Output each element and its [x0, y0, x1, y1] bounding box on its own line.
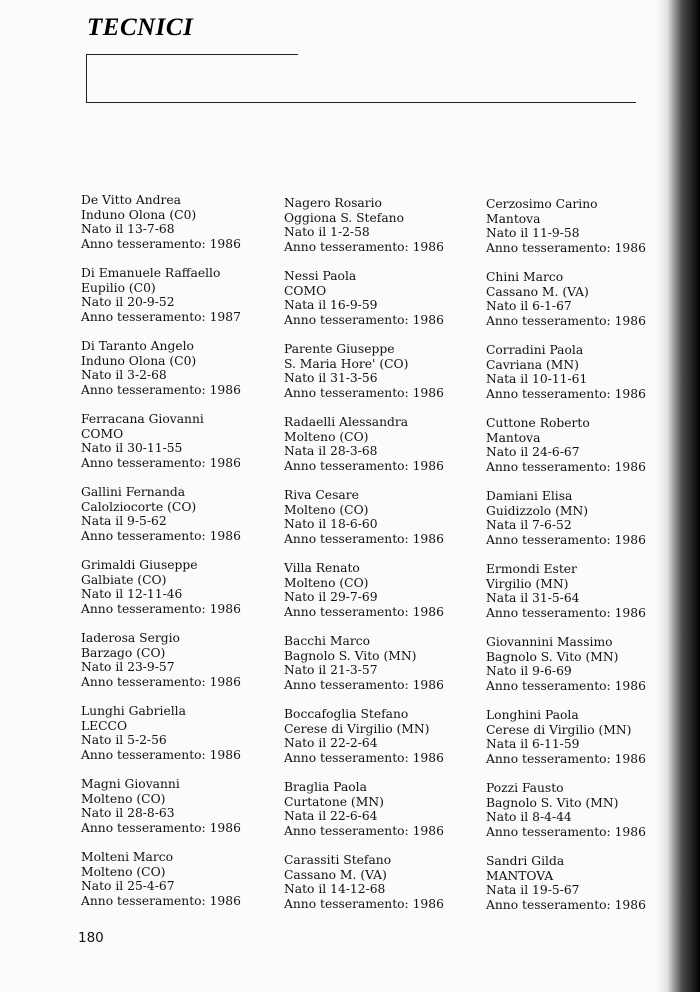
- entry-place: Molteno (CO): [81, 864, 166, 879]
- person-entry: [284, 342, 444, 400]
- person-entry: [486, 416, 646, 474]
- entry-year: Anno tesseramento: 1986: [81, 528, 241, 543]
- entry-birth: Nato il 12-11-46: [81, 587, 183, 602]
- entry-birth: Nato il 1-2-58: [284, 225, 370, 240]
- entry-birth: Nato il 8-4-44: [486, 810, 572, 825]
- entry-year: Anno tesseramento: 1986: [284, 823, 444, 838]
- entry-place: Mantova: [486, 211, 541, 226]
- entry-name: Sandri Gilda: [486, 854, 565, 868]
- entry-year: Anno tesseramento: 1986: [81, 455, 241, 470]
- entry-year: Anno tesseramento: 1986: [486, 824, 646, 839]
- person-entry: [486, 270, 646, 328]
- entry-birth: Nato il 22-2-64: [284, 736, 378, 751]
- entry-birth: Nata il 9-5-62: [81, 514, 167, 529]
- entry-place: Bagnolo S. Vito (MN): [486, 795, 619, 810]
- entry-birth: Nata il 19-5-67: [486, 883, 580, 898]
- entry-name: Pozzi Fausto: [486, 781, 564, 795]
- person-entry: [284, 780, 444, 838]
- page-number: 180: [78, 930, 104, 946]
- entry-place: Molteno (CO): [284, 429, 369, 444]
- entry-birth: Nata il 10-11-61: [486, 372, 588, 387]
- entry-place: Induno Olona (C0): [81, 207, 197, 222]
- entry-place: Cerese di Virgilio (MN): [284, 721, 430, 736]
- entry-place: Molteno (CO): [284, 502, 369, 517]
- person-entry: [284, 488, 444, 546]
- entry-place: Virgilio (MN): [486, 576, 569, 591]
- entry-year: Anno tesseramento: 1986: [81, 893, 241, 908]
- entry-year: Anno tesseramento: 1986: [486, 751, 646, 766]
- entry-year: Anno tesseramento: 1986: [81, 601, 241, 616]
- entry-year: Anno tesseramento: 1987: [81, 309, 241, 324]
- person-entry: [486, 562, 646, 620]
- person-entry: [486, 489, 646, 547]
- entry-name: Radaelli Alessandra: [284, 415, 409, 429]
- entry-year: Anno tesseramento: 1986: [81, 674, 241, 689]
- entry-birth: Nata il 16-9-59: [284, 298, 378, 313]
- entry-name: Parente Giuseppe: [284, 342, 395, 356]
- entry-year: Anno tesseramento: 1986: [284, 385, 444, 400]
- entry-birth: Nato il 28-8-63: [81, 806, 175, 821]
- entry-name: Boccafoglia Stefano: [284, 707, 409, 721]
- entry-place: Bagnolo S. Vito (MN): [284, 648, 417, 663]
- entry-birth: Nato il 3-2-68: [81, 368, 167, 383]
- entry-birth: Nato il 11-9-58: [486, 226, 580, 241]
- entry-place: Cerese di Virgilio (MN): [486, 722, 632, 737]
- person-entry: [486, 343, 646, 401]
- person-entry: [284, 415, 444, 473]
- person-entry: [81, 850, 241, 908]
- entry-birth: Nato il 9-6-69: [486, 664, 572, 679]
- person-entry: [486, 708, 646, 766]
- entry-place: Oggiona S. Stefano: [284, 210, 404, 225]
- entry-place: Mantova: [486, 430, 541, 445]
- entry-year: Anno tesseramento: 1986: [486, 532, 646, 547]
- entry-birth: Nato il 29-7-69: [284, 590, 378, 605]
- person-entry: [81, 339, 241, 397]
- entry-birth: Nato il 31-3-56: [284, 371, 378, 386]
- entry-place: Calolziocorte (CO): [81, 499, 197, 514]
- entry-birth: Nato il 21-3-57: [284, 663, 378, 678]
- entry-name: Lunghi Gabriella: [81, 704, 186, 718]
- entry-birth: Nato il 23-9-57: [81, 660, 175, 675]
- person-entry: [284, 269, 444, 327]
- entry-year: Anno tesseramento: 1986: [284, 896, 444, 911]
- entry-year: Anno tesseramento: 1986: [81, 382, 241, 397]
- entry-name: Braglia Paola: [284, 780, 367, 794]
- entry-year: Anno tesseramento: 1986: [486, 897, 646, 912]
- person-entry: [81, 704, 241, 762]
- person-entry: [486, 197, 646, 255]
- entry-year: Anno tesseramento: 1986: [486, 313, 646, 328]
- entry-year: Anno tesseramento: 1986: [486, 678, 646, 693]
- person-entry: [81, 485, 241, 543]
- entry-year: Anno tesseramento: 1986: [284, 604, 444, 619]
- entry-name: Cerzosimo Carino: [486, 197, 598, 211]
- person-entry: [284, 853, 444, 911]
- entry-birth: Nata il 6-11-59: [486, 737, 580, 752]
- entry-place: Galbiate (CO): [81, 572, 167, 587]
- entry-name: Corradini Paola: [486, 343, 584, 357]
- entry-place: Barzago (CO): [81, 645, 166, 660]
- person-entry: [284, 707, 444, 765]
- person-entry: [81, 412, 241, 470]
- person-entry: [81, 558, 241, 616]
- entry-place: COMO: [81, 426, 124, 441]
- entry-name: Chini Marco: [486, 270, 564, 284]
- entry-year: Anno tesseramento: 1986: [81, 747, 241, 762]
- entry-birth: Nato il 13-7-68: [81, 222, 175, 237]
- entry-place: Cavriana (MN): [486, 357, 579, 372]
- entry-name: Grimaldi Giuseppe: [81, 558, 198, 572]
- entry-birth: Nato il 18-6-60: [284, 517, 378, 532]
- entry-birth: Nata il 22-6-64: [284, 809, 378, 824]
- person-entry: [81, 193, 241, 251]
- entry-place: Curtatone (MN): [284, 794, 384, 809]
- entry-name: Nessi Paola: [284, 269, 357, 283]
- person-entry: [81, 631, 241, 689]
- entry-year: Anno tesseramento: 1986: [81, 236, 241, 251]
- book-spine-shadow: [656, 0, 700, 992]
- frame-bottom-rule: [86, 102, 636, 103]
- person-entry: [284, 561, 444, 619]
- entry-year: Anno tesseramento: 1986: [486, 459, 646, 474]
- entry-name: Riva Cesare: [284, 488, 359, 502]
- entry-name: De Vitto Andrea: [81, 193, 181, 207]
- entry-birth: Nato il 14-12-68: [284, 882, 386, 897]
- entry-name: Magni Giovanni: [81, 777, 180, 791]
- person-entry: [81, 777, 241, 835]
- entry-name: Villa Renato: [284, 561, 360, 575]
- person-entry: [284, 196, 444, 254]
- entry-name: Molteni Marco: [81, 850, 173, 864]
- entry-name: Gallini Fernanda: [81, 485, 186, 499]
- entry-place: LECCO: [81, 718, 128, 733]
- person-entry: [486, 781, 646, 839]
- entry-name: Ferracana Giovanni: [81, 412, 204, 426]
- entry-name: Iaderosa Sergio: [81, 631, 180, 645]
- entry-place: Cassano M. (VA): [284, 867, 387, 882]
- entry-birth: Nato il 6-1-67: [486, 299, 572, 314]
- entry-birth: Nata il 7-6-52: [486, 518, 572, 533]
- entry-name: Carassiti Stefano: [284, 853, 392, 867]
- entry-name: Giovannini Massimo: [486, 635, 613, 649]
- entry-year: Anno tesseramento: 1986: [81, 820, 241, 835]
- entry-name: Damiani Elisa: [486, 489, 573, 503]
- entry-place: Bagnolo S. Vito (MN): [486, 649, 619, 664]
- entry-place: Cassano M. (VA): [486, 284, 589, 299]
- entry-place: Molteno (CO): [284, 575, 369, 590]
- entry-name: Nagero Rosario: [284, 196, 382, 210]
- title-rule: [86, 54, 298, 55]
- entry-year: Anno tesseramento: 1986: [486, 605, 646, 620]
- entry-name: Bacchi Marco: [284, 634, 370, 648]
- entry-name: Cuttone Roberto: [486, 416, 590, 430]
- person-entry: [486, 635, 646, 693]
- entry-place: Induno Olona (C0): [81, 353, 197, 368]
- person-entry: [284, 634, 444, 692]
- entry-place: Eupilio (C0): [81, 280, 156, 295]
- entry-birth: Nato il 20-9-52: [81, 295, 175, 310]
- entry-year: Anno tesseramento: 1986: [284, 239, 444, 254]
- entry-birth: Nata il 28-3-68: [284, 444, 378, 459]
- entry-place: COMO: [284, 283, 327, 298]
- entry-year: Anno tesseramento: 1986: [486, 386, 646, 401]
- entry-year: Anno tesseramento: 1986: [486, 240, 646, 255]
- person-entry: [486, 854, 646, 912]
- entry-birth: Nato il 5-2-56: [81, 733, 167, 748]
- entry-birth: Nato il 24-6-67: [486, 445, 580, 460]
- entry-name: Di Emanuele Raffaello: [81, 266, 221, 280]
- entry-place: Molteno (CO): [81, 791, 166, 806]
- entry-place: Guidizzolo (MN): [486, 503, 589, 518]
- entry-year: Anno tesseramento: 1986: [284, 750, 444, 765]
- frame-left-rule: [86, 54, 87, 102]
- entry-name: Di Taranto Angelo: [81, 339, 194, 353]
- page-title: TECNICI: [87, 14, 194, 41]
- person-entry: [81, 266, 241, 324]
- entry-place: S. Maria Hore' (CO): [284, 356, 409, 371]
- entry-name: Ermondi Ester: [486, 562, 577, 576]
- entry-birth: Nata il 31-5-64: [486, 591, 580, 606]
- entry-year: Anno tesseramento: 1986: [284, 458, 444, 473]
- entry-year: Anno tesseramento: 1986: [284, 677, 444, 692]
- entry-birth: Nato il 30-11-55: [81, 441, 183, 456]
- entry-year: Anno tesseramento: 1986: [284, 312, 444, 327]
- entry-birth: Nato il 25-4-67: [81, 879, 175, 894]
- entry-year: Anno tesseramento: 1986: [284, 531, 444, 546]
- entry-place: MANTOVA: [486, 868, 554, 883]
- entry-name: Longhini Paola: [486, 708, 579, 722]
